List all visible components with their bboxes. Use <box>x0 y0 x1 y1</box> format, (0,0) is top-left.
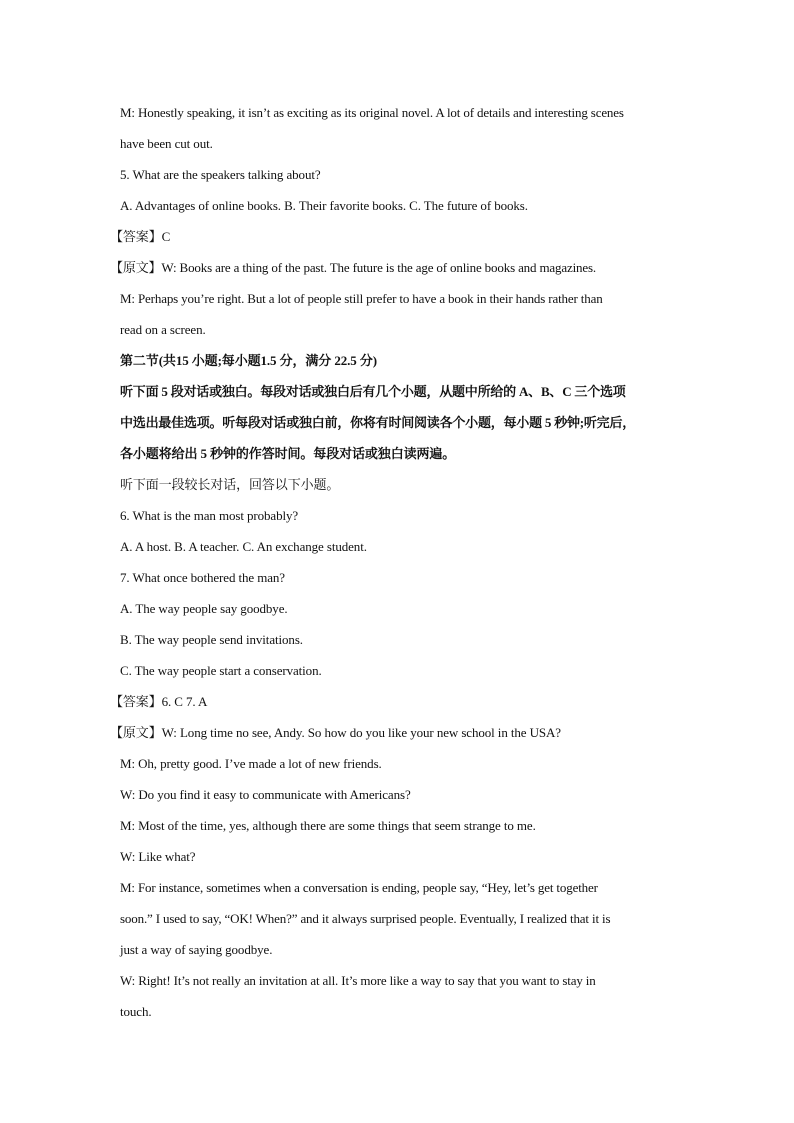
text-line: W: Do you find it easy to communicate with Americans? <box>120 787 411 802</box>
text-line: 6. What is the man most probably? <box>120 508 299 523</box>
text-line: have been cut out. <box>120 136 213 151</box>
text-line: W: Right! It’s not really an invitation at all. It’s more like a way to say that you want to stay in <box>120 973 596 988</box>
text-line: C. The way people start a conservation. <box>120 663 322 678</box>
text-line: W: Like what? <box>120 849 196 864</box>
text-line: M: Most of the time, yes, although there are some things that seem strange to me. <box>120 818 536 833</box>
text-line: 【答案】C <box>110 229 171 244</box>
text-line: B. The way people send invitations. <box>120 632 303 647</box>
text-line: M: Perhaps you’re right. But a lot of people still prefer to have a book in their hands rather than <box>120 291 603 306</box>
text-line: 听下面一段较长对话，回答以下小题。 <box>120 477 340 492</box>
text-line: touch. <box>120 1004 152 1019</box>
text-line: read on a screen. <box>120 322 206 337</box>
text-line: A. Advantages of online books. B. Their favorite books. C. The future of books. <box>120 198 528 213</box>
text-line: M: For instance, sometimes when a conversation is ending, people say, “Hey, let’s get together <box>120 880 598 895</box>
text-line: 第二节(共15 小题;每小题1.5 分，满分 22.5 分) <box>120 353 377 368</box>
text-line: M: Honestly speaking, it isn’t as exciting as its original novel. A lot of details and interesting scenes <box>120 105 624 120</box>
text-line: 【原文】W: Books are a thing of the past. The future is the age of online books and magazines. <box>110 260 597 275</box>
text-line: 【答案】6. C 7. A <box>110 694 208 709</box>
text-line: soon.” I used to say, “OK! When?” and it always surprised people. Eventually, I realized that it is <box>120 911 611 926</box>
text-line: 【原文】W: Long time no see, Andy. So how do you like your new school in the USA? <box>110 725 561 740</box>
text-line: 各小题将给出 5 秒钟的作答时间。每段对话或独白读两遍。 <box>120 446 456 461</box>
text-line: 听下面 5 段对话或独白。每段对话或独白后有几个小题，从题中所给的 A、B、C 三个选项 <box>120 384 626 399</box>
text-line: just a way of saying goodbye. <box>120 942 273 957</box>
text-line: A. A host. B. A teacher. C. An exchange student. <box>120 539 367 554</box>
text-line: 7. What once bothered the man? <box>120 570 285 585</box>
document-page <box>110 97 680 1027</box>
text-line: A. The way people say goodbye. <box>120 601 288 616</box>
text-line: M: Oh, pretty good. I’ve made a lot of new friends. <box>120 756 382 771</box>
text-line: 中选出最佳选项。听每段对话或独白前，你将有时间阅读各个小题，每小题 5 秒钟;听完后， <box>120 415 636 430</box>
text-line: 5. What are the speakers talking about? <box>120 167 321 182</box>
